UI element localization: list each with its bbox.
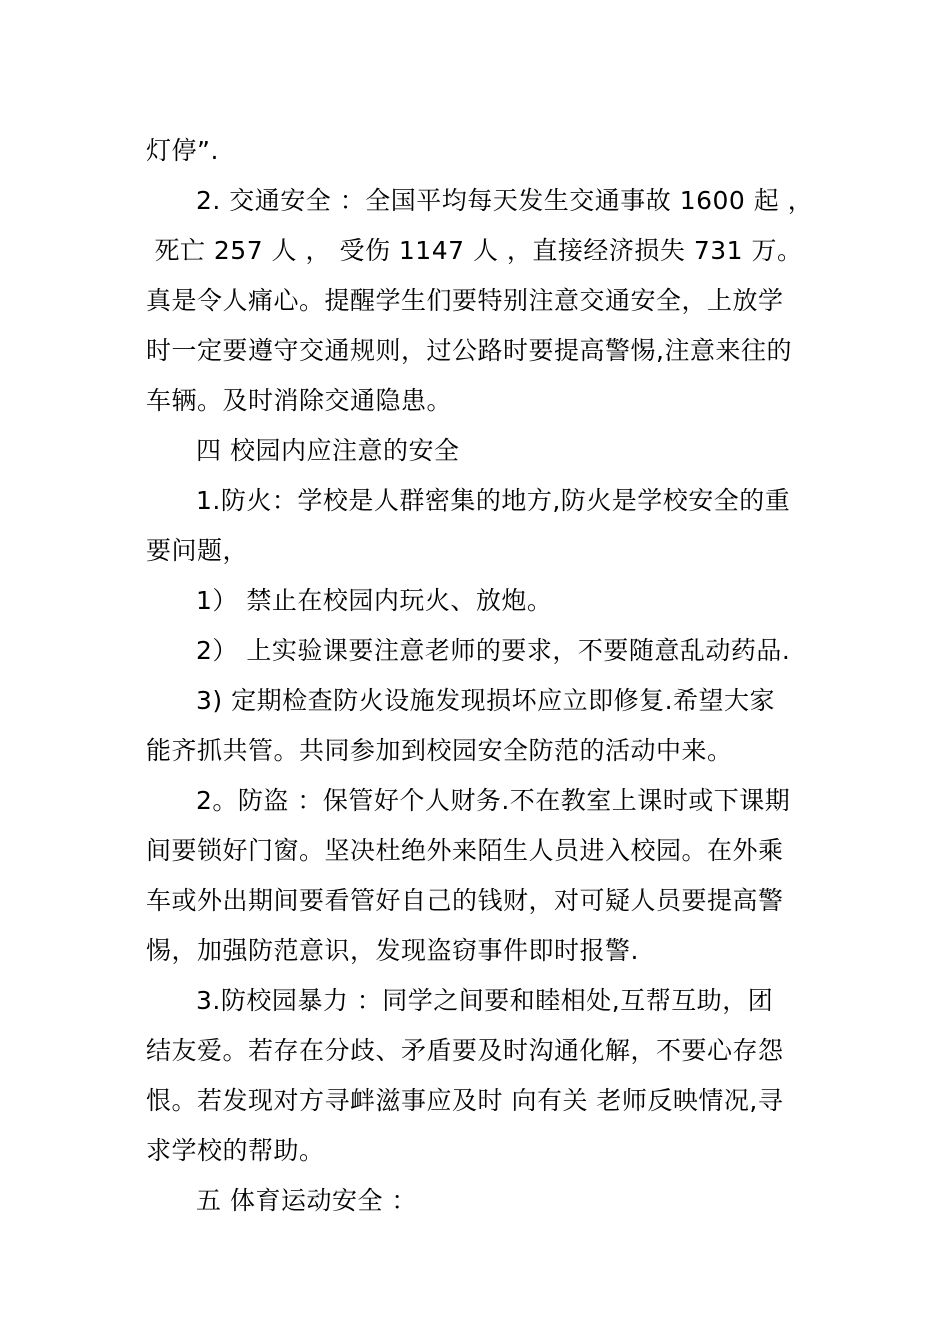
text-line: 2. 交通安全 ：全国平均每天发生交通事故 1600 起 ， [196,186,814,215]
text-line: 车辆。及时消除交通隐患。 [146,386,453,415]
text-line: 能齐抓共管。共同参加到校园安全防范的活动中来。 [146,736,733,765]
text-line: 时一定要遵守交通规则，过公路时要提高警惕,注意来往的 [146,336,792,365]
list-item: 2） 上实验课要注意老师的要求，不要随意乱动药品. [196,636,791,665]
text-line: 求学校的帮助。 [146,1136,325,1165]
list-item: 1） 禁止在校园内玩火、放炮。 [196,586,553,615]
text-line: 1.防火：学校是人群密集的地方,防火是学校安全的重 [196,486,791,515]
text-line: 2。防盗 ：保管好个人财务.不在教室上课时或下课期 [196,786,791,815]
text-line: 恨。若发现对方寻衅滋事应及时 向有关 老师反映情况,寻 [146,1086,784,1115]
text-line: 灯停”. [146,136,219,165]
text-line: 真是令人痛心。提醒学生们要特别注意交通安全，上放学 [146,286,784,315]
text-line: 间要锁好门窗。坚决杜绝外来陌生人员进入校园。在外乘 [146,836,784,865]
text-line: 3.防校园暴力 ：同学之间要和睦相处,互帮互助，团 [196,986,774,1015]
text-line: 要问题， [146,536,249,565]
text-line: 车或外出期间要看管好自己的钱财，对可疑人员要提高警 [146,886,784,915]
text-line: 死亡 257 人 ， 受伤 1147 人 ，直接经济损失 731 万。 [146,236,803,265]
section-heading: 四 校园内应注意的安全 [196,436,460,465]
section-heading: 五 体育运动安全 ： [196,1186,417,1215]
text-line: 结友爱。若存在分歧、矛盾要及时沟通化解，不要心存怨 [146,1036,784,1065]
list-item: 3) 定期检查防火设施发现损坏应立即修复.希望大家 [196,686,776,715]
text-line: 惕，加强防范意识，发现盗窃事件即时报警. [146,936,639,965]
